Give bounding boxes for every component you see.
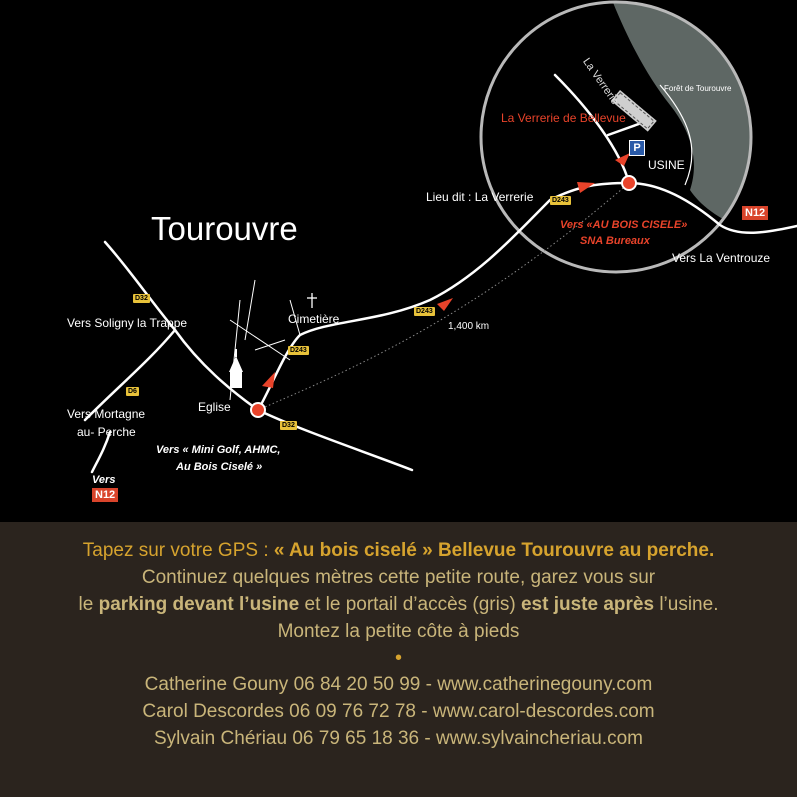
ventrouze-label: Vers La Ventrouze [672,251,771,265]
forest-label: Forêt de Tourouvre [664,84,732,93]
distance-label: 1,400 km [448,321,490,332]
direction-arrow-icon [262,372,275,388]
gps-destination: « Au bois ciselé » Bellevue Tourouvre au perche. [273,540,715,561]
start-marker-icon [251,403,265,417]
verrerie-street-label: La Verrerie [580,56,621,107]
usine-label: USINE [648,158,685,172]
vers-label: Vers [92,474,116,486]
gps-line [0,537,797,564]
vers-bois-label: Vers «AU BOIS CISELE» [560,219,688,231]
parking-icon: P [629,140,645,156]
text-fragment: et le portail d’accès (gris) [299,594,521,615]
road-tag-d243: D243 [290,347,307,354]
text-fragment: l’usine. [654,594,719,615]
gps-prefix: Tapez sur votre GPS : [82,540,274,561]
instruction-line-3 [0,591,797,618]
road-tag-d32: D32 [135,295,148,302]
bullet-icon: • [394,647,402,669]
instruction-line-4: Montez la petite côte à pieds [277,621,520,642]
road-tag-d6: D6 [128,388,137,395]
text-bold: parking devant l’usine [98,594,300,615]
cimetiere-label: Cimetière [288,312,340,326]
road-verrerie [555,75,629,183]
info-panel [0,522,797,797]
text-fragment: le [78,594,99,615]
bois-cisele-label: Au Bois Ciselé » [176,461,263,473]
direction-arrow-icon [437,298,453,311]
distance-line [258,183,629,410]
n12-badge: N12 [92,488,118,502]
text-bold: est juste après [520,594,655,615]
contact-line: Sylvain Chériau 06 79 65 18 36 - www.sylvaincheriau.com [154,728,643,749]
contact-line: Carol Descordes 06 09 76 72 78 - www.carol-descordes.com [142,701,655,722]
road-d243 [258,183,797,410]
end-marker-icon [622,176,636,190]
cross-icon [307,293,317,308]
mortagne-label: Vers Mortagne [67,407,146,421]
sna-bureaux-label: SNA Bureaux [580,235,650,247]
direction-arrow-icon [577,182,595,193]
road-tag-d243: D243 [552,197,569,204]
road-tag-d32: D32 [282,422,295,429]
contact-line: Catherine Gouny 06 84 20 50 99 - www.catherinegouny.com [144,674,653,695]
town-label: Tourouvre [151,210,298,247]
n12-badge: N12 [742,206,768,220]
street-4 [255,340,285,350]
lieu-dit-label: Lieu dit : La Verrerie [426,190,534,204]
minigolf-label: Vers « Mini Golf, AHMC, [156,444,281,456]
soligny-label: Vers Soligny la Trappe [67,316,188,330]
verrerie-bellevue-label: La Verrerie de Bellevue [501,111,626,125]
road-tag-d243: D243 [416,308,433,315]
instruction-line-2: Continuez quelques mètres cette petite route, garez vous sur [141,567,656,588]
perche-label: au- Perche [77,425,136,439]
church-icon [229,349,243,388]
eglise-label: Eglise [198,400,231,414]
street-3 [230,320,290,360]
